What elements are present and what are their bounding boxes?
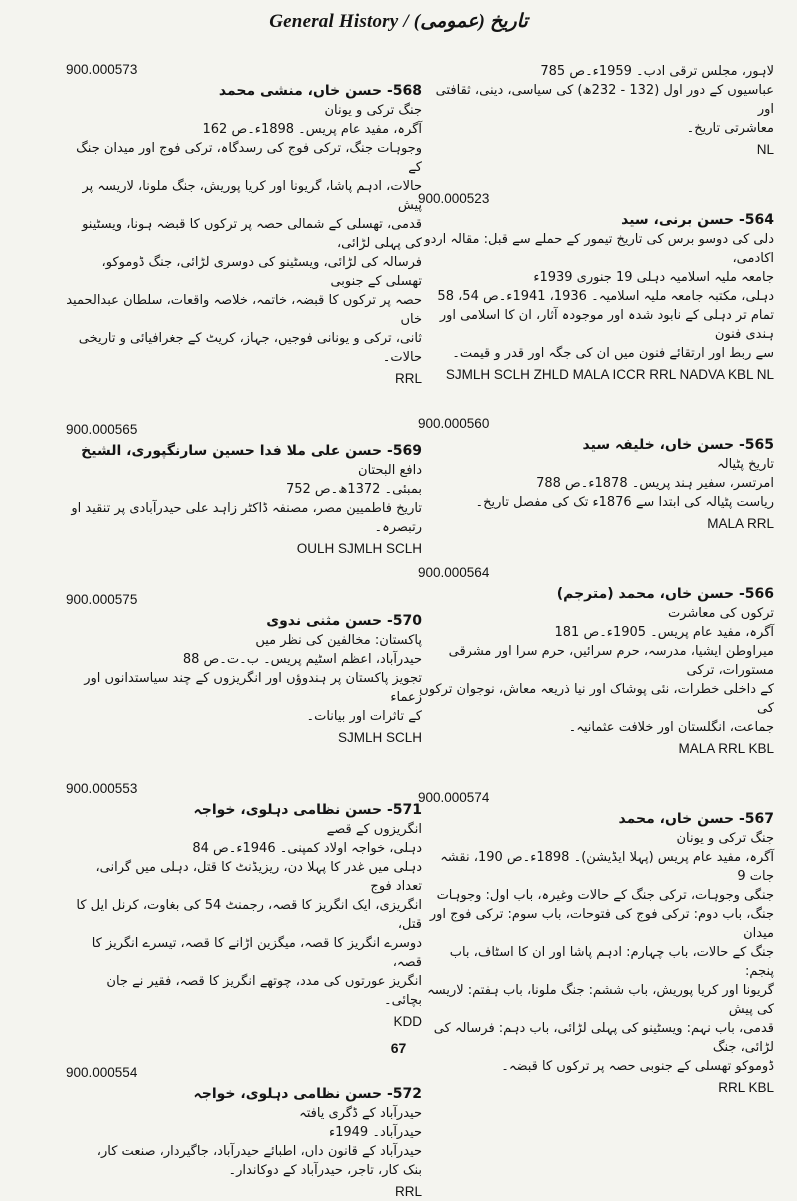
entry-heading: 571- حسن نظامی دہلوی، خواجہ xyxy=(193,802,422,818)
entry-text-line: ثانی، ترکی و یونانی فوجیں، جہاز، کریٹ کے جغرافیائی و تاریخی حالات۔ xyxy=(78,331,422,365)
left-column xyxy=(66,62,422,1201)
entry-heading: 564- حسن برنی، سید xyxy=(621,212,774,228)
library-codes: MALA RRL KBL xyxy=(678,741,774,756)
accession-number: 900.000523 xyxy=(418,191,490,206)
catalogue-entry xyxy=(66,62,422,388)
entry-heading: 570- حسن مثنی ندوی xyxy=(266,613,422,629)
accession-number: 900.000575 xyxy=(66,592,138,607)
entry-text-line: انگریز عورتوں کی مدد، چوتھے انگریز کا قصہ، فقیر نے جان بچائی۔ xyxy=(106,974,422,1008)
catalogue-entry xyxy=(66,1065,422,1201)
entry-title: دافع البحتان xyxy=(358,463,422,478)
entry-text-line: کے تاثرات اور بیانات۔ xyxy=(306,709,422,724)
catalogue-entry xyxy=(418,191,774,384)
accession-number: 900.000553 xyxy=(66,781,138,796)
entry-title: حیدرآباد کے ڈگری یافتہ xyxy=(299,1106,422,1121)
accession-number: 900.000554 xyxy=(66,1065,138,1080)
entry-text-line: وجوہات جنگ، ترکی فوج کی رسدگاہ، ترکی فوج اور میدان جنگ کے xyxy=(76,141,422,175)
entry-heading: 572- حسن نظامی دہلوی، خواجہ xyxy=(193,1086,422,1102)
page-header: General History / (عمومی) تاریخ xyxy=(269,11,528,32)
entry-text-line: جنگی وجوہات، ترکی جنگ کے حالات وغیرہ، باب اول: وجوہات xyxy=(436,888,774,903)
catalogue-entry xyxy=(66,592,422,747)
entry-text-line: آگرہ، مفید عام پریس۔ 1898ء۔ص 162 xyxy=(202,122,422,137)
entry-text-line: بنک کار، تاجر، حیدرآباد کے دوکاندار۔ xyxy=(228,1163,422,1178)
entry-text-line: حیدرآباد۔ 1949ء xyxy=(328,1125,422,1140)
page-number: 67 xyxy=(390,1040,407,1056)
library-codes: RRL xyxy=(394,371,422,386)
entry-text-line: تجویز پاکستان پر ہندوؤں اور انگریزوں کے چند سیاستدانوں اور زعماء xyxy=(84,671,422,705)
entry-text-line: ڈوموکو تھسلی کے جنوبی حصہ پر ترکوں کا قبضہ۔ xyxy=(501,1059,774,1074)
catalogue-entry xyxy=(418,416,774,533)
entry-text-line: جنگ، باب دوم: ترکی فوج کی فتوحات، باب سوم: ترکی فوج اور میدان xyxy=(429,907,774,941)
entry-text-line: دوسرے انگریز کا قصہ، میگزین اڑانے کا قصہ، تیسرے انگریز کا قصہ، xyxy=(91,936,422,970)
entry-text-line: عباسیوں کے دور اول (132 - 232ھ) کی سیاسی، دینی، ثقافتی اور xyxy=(435,83,774,117)
entry-text-line: فرسالہ کی لڑائی، ویسٹینو کی دوسری لڑائی، جنگ ڈوموکو، تھسلی کے جنوبی xyxy=(101,255,422,289)
entry-heading: 567- حسن خاں، محمد xyxy=(618,811,774,827)
entry-heading: 566- حسن خاں، محمد (مترجم) xyxy=(556,586,774,602)
entry-text-line: دہلی، مکتبہ جامعہ ملیہ اسلامیہ۔ 1936، 1941ء۔ص 54، 58 xyxy=(437,289,774,304)
right-column xyxy=(418,62,774,1097)
entry-text-line: آگرہ، مفید عام پریس (پہلا ایڈیشن)۔ 1898ء۔ص 190، نقشہ جات 9 xyxy=(440,850,774,884)
entry-text-line: قدمی، باب نہم: ویسٹینو کی پہلی لڑائی، باب دہم: فرسالہ کی لڑائی، جنگ xyxy=(433,1021,774,1055)
entry-text-line: دہلی میں غدر کا پہلا دن، ریزیڈنٹ کا قتل، دہلی میں گرانی، تعداد فوج xyxy=(95,860,422,894)
entry-text-line: میراوطن ایشیا، مدرسہ، حرم سرائیں، حرم سرا اور مشرقی مستورات، ترکی xyxy=(448,644,774,678)
entry-text-line: لاہور، مجلس ترقی ادب۔ 1959ء۔ص 785 xyxy=(540,64,774,79)
catalogue-entry xyxy=(418,62,774,159)
entry-text-line: جنگ کے حالات، باب چہارم: ادہم پاشا اور ان کا اسٹاف، باب پنجم: xyxy=(449,945,774,979)
entry-text-line: گریونا اور کریا پوریش، باب ششم: جنگ ملونا، باب ہفتم: لاریسہ کی پیش xyxy=(427,983,774,1017)
catalogue-entry xyxy=(418,565,774,758)
entry-text-line: کے داخلی خطرات، نئی پوشاک اور نیا ذریعہ معاش، نوجوان ترکوں کی xyxy=(419,682,774,716)
library-codes: NL xyxy=(756,142,774,157)
catalogue-entry xyxy=(66,781,422,1031)
entry-title: پاکستان: مخالفین کی نظر میں xyxy=(255,633,422,648)
entry-title: جنگ ترکی و یونان xyxy=(676,831,774,846)
library-codes: KDD xyxy=(393,1014,422,1029)
entry-heading: 569- حسن علی ملا فدا حسین سارنگپوری، الشیخ xyxy=(81,443,422,459)
entry-text-line: تاریخ فاطمیین مصر، مصنفہ ڈاکٹر زاہد علی حیدرآبادی پر تنقید او رتبصرہ۔ xyxy=(71,501,422,535)
catalogue-entry xyxy=(66,422,422,558)
entry-text-line: ریاست پٹیالہ کی ابتدا سے 1876ء تک کی مفصل تاریخ۔ xyxy=(475,495,774,510)
entry-title: جنگ ترکی و یونان xyxy=(324,103,422,118)
accession-number: 900.000560 xyxy=(418,416,490,431)
library-codes: OULH SJMLH SCLH xyxy=(296,541,422,556)
entry-text-line: حالات، ادہم پاشا، گریونا اور کریا پوریش، جنگ ملونا، لاریسہ پر پیش xyxy=(82,179,422,213)
library-codes: RRL KBL xyxy=(718,1080,774,1095)
entry-heading: 565- حسن خاں، خلیفہ سید xyxy=(582,437,774,453)
entry-text-line: دہلی، خواجہ اولاد کمپنی۔ 1946ء۔ص 84 xyxy=(192,841,422,856)
library-codes: SJMLH SCLH xyxy=(337,730,422,745)
entry-text-line: آگرہ، مفید عام پریس۔ 1905ء۔ص 181 xyxy=(554,625,774,640)
entry-text-line: انگریزی، ایک انگریز کا قصہ، رجمنٹ 54 کی بغاوت، کرنل ایل کا قتل، xyxy=(76,898,422,932)
accession-number: 900.000565 xyxy=(66,422,138,437)
entry-text-line: امرتسر، سفیر ہند پریس۔ 1878ء۔ص 788 xyxy=(536,476,774,491)
entry-title: دلی کی دوسو برس کی تاریخ تیمور کے حملے سے قبل: مقالہ اردو اکادمی، xyxy=(424,232,774,266)
entry-text-line: قدمی، تھسلی کے شمالی حصہ پر ترکوں کا قبضہ ہونا، ویسٹینو کی پہلی لڑائی، xyxy=(82,217,422,251)
library-codes: RRL xyxy=(394,1184,422,1199)
accession-number: 900.000564 xyxy=(418,565,490,580)
entry-title: انگریزوں کے قصے xyxy=(326,822,422,837)
library-codes: MALA RRL xyxy=(707,516,774,531)
entry-text-line: حیدرآباد، اعظم اسٹیم پریس۔ ب۔ت۔ص 88 xyxy=(182,652,422,667)
library-codes: SJMLH SCLH ZHLD MALA ICCR RRL NADVA KBL NL xyxy=(445,367,774,382)
entry-text-line: معاشرتی تاریخ۔ xyxy=(686,121,774,136)
entry-title: تاریخ پٹیالہ xyxy=(716,457,774,472)
entry-text-line: بمبئی۔ 1372ھ۔ص 752 xyxy=(285,482,422,497)
entry-heading: 568- حسن خاں، منشی محمد xyxy=(218,83,422,99)
entry-title: ترکوں کی معاشرت xyxy=(667,606,774,621)
entry-text-line: سے ربط اور ارتقائے فنون میں ان کی جگہ اور قدر و قیمت۔ xyxy=(452,346,774,361)
entry-text-line: حصہ پر ترکوں کا قبضہ، خاتمہ، خلاصہ واقعات، سلطان عبدالحمید خاں xyxy=(66,293,422,327)
entry-text-line: حیدرآباد کے قانون داں، اطبائے حیدرآباد، جاگیردار، صنعت کار، xyxy=(96,1144,422,1159)
entry-text-line: جامعہ ملیہ اسلامیہ دہلی 19 جنوری 1939ء xyxy=(533,270,774,285)
entry-text-line: جماعت، انگلستان اور خلافت عثمانیہ۔ xyxy=(568,720,774,735)
entry-text-line: تمام تر دہلی کے نابود شدہ اور موجودہ آثار، ان کا اسلامی اور ہندی فنون xyxy=(439,308,774,342)
accession-number: 900.000573 xyxy=(66,62,138,77)
accession-number: 900.000574 xyxy=(418,790,490,805)
